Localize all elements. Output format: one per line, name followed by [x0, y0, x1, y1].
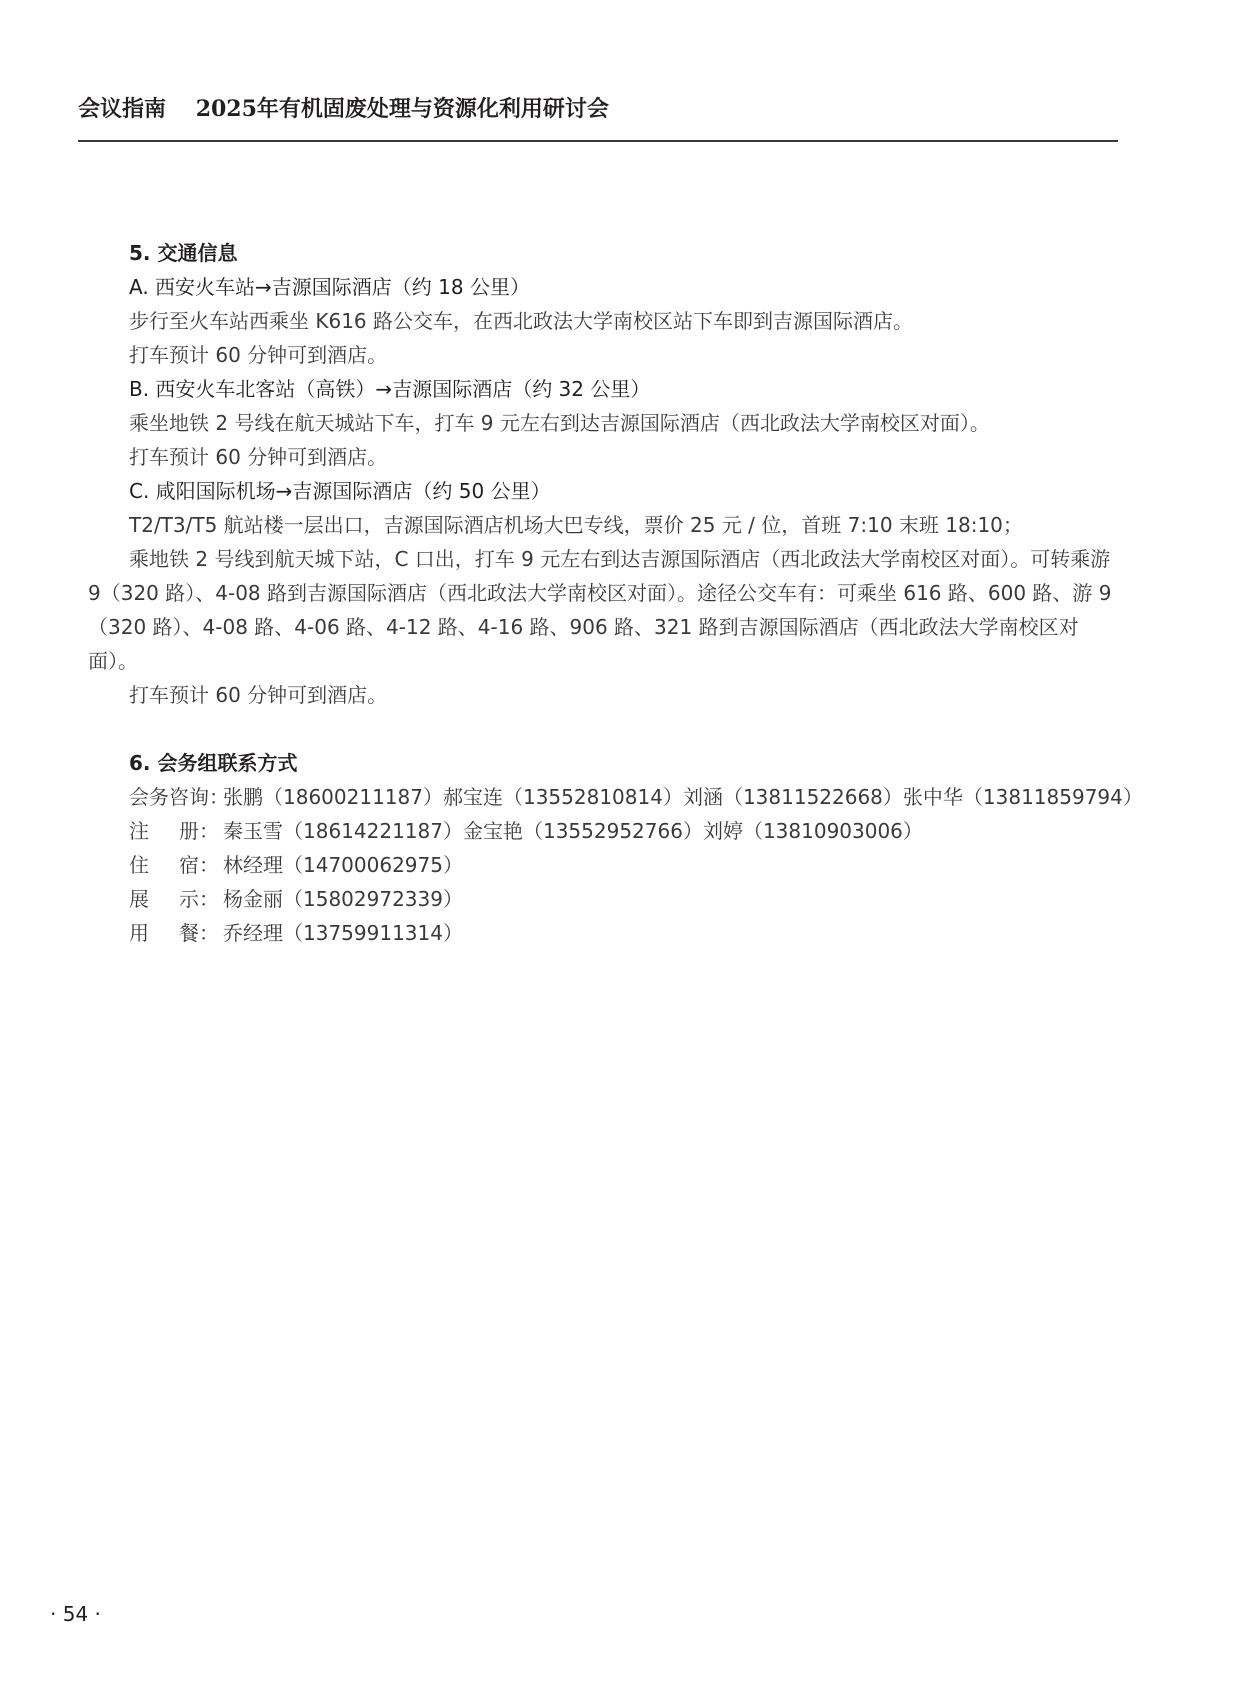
route-c-line: 打车预计 60 分钟可到酒店。 — [129, 683, 388, 707]
contact-label-char: 册： — [179, 819, 219, 843]
contact-label-char: 咨 — [169, 785, 189, 809]
page-number: · 54 · — [50, 1602, 101, 1626]
route-c-title: C. 咸阳国际机场→吉源国际酒店（约 50 公里） — [129, 479, 551, 503]
contact-label-char: 住 — [129, 853, 149, 877]
contact-row — [88, 882, 1118, 916]
contact-row — [88, 916, 1118, 950]
contact-row — [88, 814, 1118, 848]
contact-label — [129, 848, 219, 882]
contact-label-char: 示： — [179, 887, 219, 911]
contact-label-char: 宿： — [179, 853, 219, 877]
contact-label-char: 餐： — [179, 921, 219, 945]
route-b-title: B. 西安火车北客站（高铁）→吉源国际酒店（约 32 公里） — [129, 377, 651, 401]
contact-list — [88, 780, 1143, 950]
route-a-line: 打车预计 60 分钟可到酒店。 — [129, 343, 388, 367]
route-b-line: 乘坐地铁 2 号线在航天城站下车，打车 9 元左右到达吉源国际酒店（西北政法大学南校区对面）。 — [129, 411, 990, 435]
contacts-heading: 6. 会务组联系方式 — [129, 751, 298, 775]
route-c-line: T2/T3/T5 航站楼一层出口，吉源国际酒店机场大巴专线，票价 25 元 / 位，首班 7:10 末班 18:10； — [129, 513, 1023, 537]
page-content — [88, 236, 1143, 950]
transport-heading: 5. 交通信息 — [129, 241, 238, 265]
contact-label — [129, 882, 219, 916]
contact-label — [129, 814, 219, 848]
contact-row — [88, 848, 1118, 882]
contact-label-char: 注 — [129, 819, 149, 843]
header-title: 2025年有机固废处理与资源化利用研讨会 — [195, 96, 609, 122]
contact-row — [88, 780, 1143, 814]
contact-value: 秦玉雪（18614221187）金宝艳（13552952766）刘婷（13810903006） — [223, 819, 923, 843]
contact-value: 杨金丽（15802972339） — [223, 887, 463, 911]
contact-label — [129, 780, 229, 814]
contact-value: 乔经理（13759911314） — [223, 921, 463, 945]
route-b-line: 打车预计 60 分钟可到酒店。 — [129, 445, 388, 469]
running-header — [78, 92, 1118, 123]
route-a-title: A. 西安火车站→吉源国际酒店（约 18 公里） — [129, 275, 530, 299]
header-section: 会议指南 — [78, 96, 167, 122]
contact-value: 张鹏（18600211187）郝宝连（13552810814）刘涵（13811522668）张中华（13811859794） — [223, 785, 1143, 809]
contact-label — [129, 916, 219, 950]
contact-label-char: 务 — [149, 785, 169, 809]
contact-label-char: 会 — [129, 785, 149, 809]
contact-label-char: 用 — [129, 921, 149, 945]
contact-label-char: 询： — [189, 785, 229, 809]
section-spacer — [88, 712, 1118, 746]
contact-value: 林经理（14700062975） — [223, 853, 463, 877]
contact-label-char: 展 — [129, 887, 149, 911]
route-a-line: 步行至火车站西乘坐 K616 路公交车，在西北政法大学南校区站下车即到吉源国际酒店。 — [129, 309, 914, 333]
route-c-paragraph: 乘地铁 2 号线到航天城下站，C 口出，打车 9 元左右到达吉源国际酒店（西北政法大学南校区对面）。可转乘游 9（320 路）、4-08 路到吉源国际酒店（西北政法大学南校区对面）。途径公交车有：可乘坐 616 路、600 路、游 9（320 路）、4-08 路、4-06 路、4-12 路、4-16 路、906 路、321 路到吉源国际酒店（西北政法大学南校区对面）。 — [88, 547, 1112, 673]
header-rule — [78, 140, 1118, 142]
